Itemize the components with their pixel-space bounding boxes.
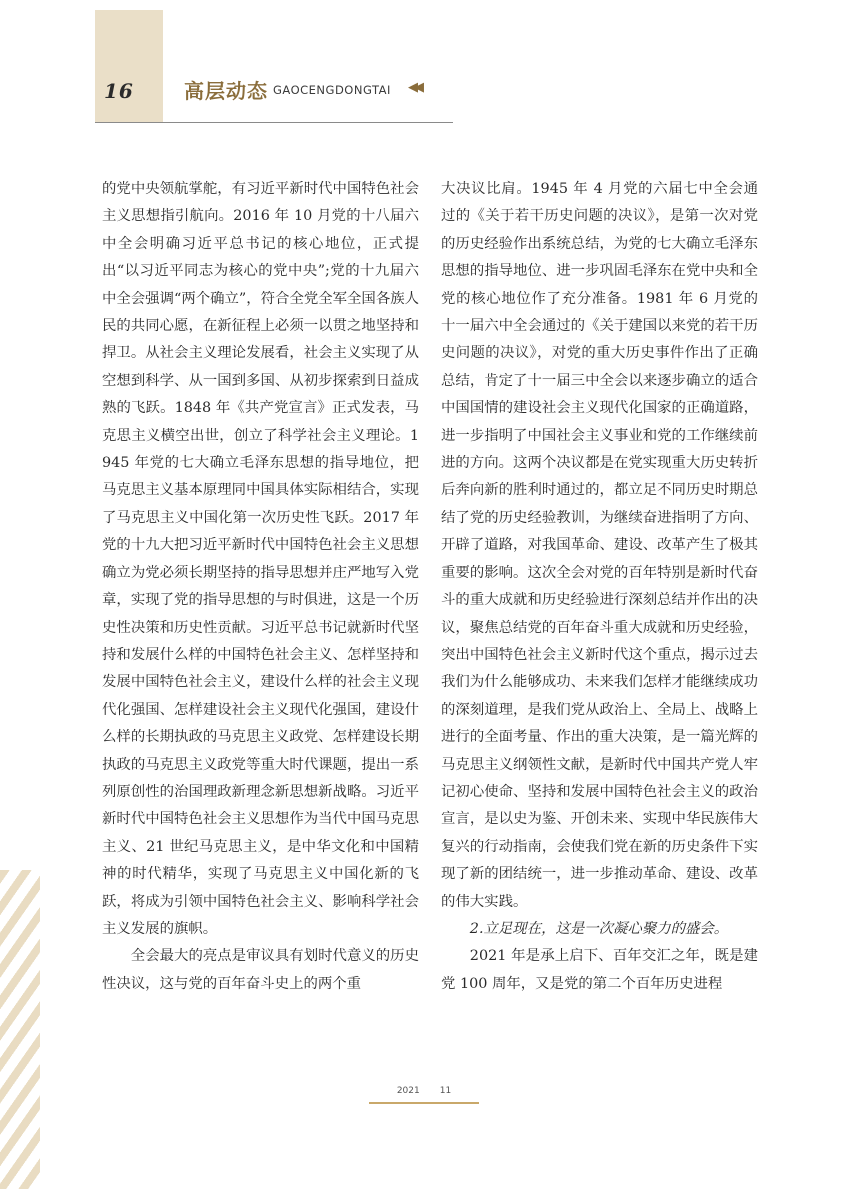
footer-divider (369, 1102, 479, 1104)
right-paragraph-1: 大决议比肩。1945 年 4 月党的六届七中全会通过的《关于若干历史问题的决议》，是第一次对党的历史经验作出系统总结，为党的七大确立毛泽东思想的指导地位、进一步巩固毛泽东在党中央和全党的核心地位作了充分准备。1981 年 6 月党的十一届六中全会通过的《关于建国以来党的若干历史问题的决议》，对党的重大历史事件作出了正确总结，肯定了十一届三中全会以来逐步确立的适合中国国情的建设社会主义现代化国家的正确道路，进一步指明了中国社会主义事业和党的工作继续前进的方向。这两个决议都是在党实现重大历史转折后奔向新的胜利时通过的，都立足不同历史时期总结了党的历史经验教训，为继续奋进指明了方向、开辟了道路，对我国革命、建设、改革产生了极其重要的影响。这次全会对党的百年特别是新时代奋斗的重大成就和历史经验进行深刻总结并作出的决议，聚焦总结党的百年奋斗重大成就和历史经验，突出中国特色社会主义新时代这个重点，揭示过去我们为什么能够成功、未来我们怎样才能继续成功的深刻道理，是我们党从政治上、全局上、战略上进行的全面考量、作出的重大决策，是一篇光辉的马克思主义纲领性文献，是新时代中国共产党人牢记初心使命、坚持和发展中国特色社会主义的政治宣言，是以史为鉴、开创未来、实现中华民族伟大复兴的行动指南，会使我们党在新的历史条件下实现了新的团结统一，进一步推动革命、建设、改革的伟大实践。 (441, 181, 758, 910)
page-number: 16 (104, 79, 134, 103)
header-color-block (95, 10, 163, 123)
double-arrow-left-icon: ◀◀ (408, 80, 420, 95)
section-pinyin: GAOCENGDONGTAI (273, 83, 391, 97)
footer-issue-number: 11 (439, 1086, 452, 1096)
footer-issue (369, 1086, 479, 1096)
decorative-stripes (0, 870, 40, 1189)
section-subheading: 2.立足现在，这是一次凝心聚力的盛会。 (469, 920, 729, 937)
right-paragraph-2: 2021 年是承上启下、百年交汇之年，既是建党 100 周年，又是党的第二个百年历史进程 (441, 948, 758, 992)
left-paragraph-2: 全会最大的亮点是审议具有划时代意义的历史性决议，这与党的百年奋斗史上的两个重 (102, 948, 419, 992)
header-divider (95, 122, 453, 123)
footer-year: 2021 (396, 1086, 420, 1096)
left-paragraph-1: 的党中央领航掌舵，有习近平新时代中国特色社会主义思想指引航向。2016 年 10 月党的十八届六中全会明确习近平总书记的核心地位，正式提出“以习近平同志为核心的党中央”;党的十九届六中全会强调“两个确立”，符合全党全军全国各族人民的共同心愿，在新征程上必须一以贯之地坚持和捍卫。从社会主义理论发展看，社会主义实现了从空想到科学、从一国到多国、从初步探索到日益成熟的飞跃。1848 年《共产党宣言》正式发表，马克思主义横空出世，创立了科学社会主义理论。1945 年党的七大确立毛泽东思想的指导地位，把马克思主义基本原理同中国具体实际相结合，实现了马克思主义中国化第一次历史性飞跃。2017 年党的十九大把习近平新时代中国特色社会主义思想确立为党必须长期坚持的指导思想并庄严地写入党章，实现了党的指导思想的与时俱进，这是一个历史性决策和历史性贡献。习近平总书记就新时代坚持和发展什么样的中国特色社会主义、怎样坚持和发展中国特色社会主义，建设什么样的社会主义现代化强国、怎样建设社会主义现代化强国，建设什么样的长期执政的马克思主义政党、怎样建设长期执政的马克思主义政党等重大时代课题，提出一系列原创性的治国理政新理念新思想新战略。习近平新时代中国特色社会主义思想作为当代中国马克思主义、21 世纪马克思主义，是中华文化和中国精神的时代精华，实现了马克思主义中国化新的飞跃，将成为引领中国特色社会主义、影响科学社会主义发展的旗帜。 (102, 181, 419, 937)
right-column (441, 176, 758, 998)
left-column (102, 176, 419, 998)
section-title: 高层动态 (184, 79, 268, 103)
